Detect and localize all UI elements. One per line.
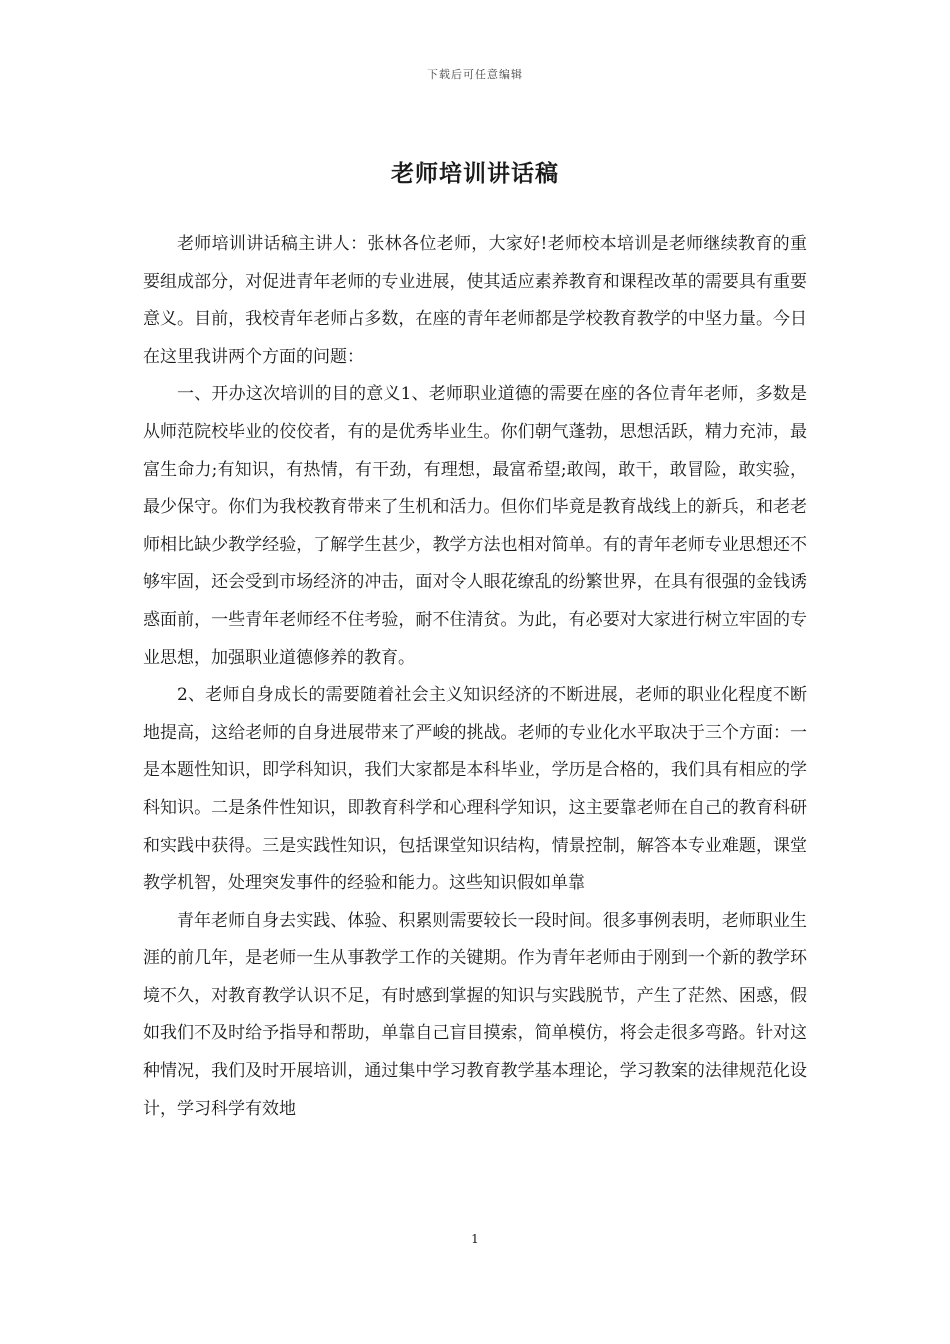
header-note: 下载后可任意编辑 [427,68,523,81]
page-number: 1 [471,1232,479,1246]
paragraph-intro: 老师培训讲话稿主讲人：张林各位老师，大家好!老师校本培训是老师继续教育的重要组成部分，对促进青年老师的专业进展，使其适应素养教育和课程改革的需要具有重要意义。目前，我校青年老师占多数，在座的青年老师都是学校教育教学的中坚力量。今日在这里我讲两个方面的问题： [143,234,807,367]
paragraph-section-two: 2、老师自身成长的需要随着社会主义知识经济的不断进展，老师的职业化程度不断地提高，这给老师的自身进展带来了严峻的挑战。老师的专业化水平取决于三个方面：一是本题性知识，即学科知识，我们大家都是本科毕业，学历是合格的，我们具有相应的学科知识。二是条件性知识，即教育科学和心理科学知识，这主要靠老师在自己的教育科研和实践中获得。三是实践性知识，包括课堂知识结构，情景控制，解答本专业难题，课堂教学机智，处理突发事件的经验和能力。这些知识假如单靠 [143,685,807,894]
document-body [143,226,807,1128]
paragraph-continuation: 青年老师自身去实践、体验、积累则需要较长一段时间。很多事例表明，老师职业生涯的前几年，是老师一生从事教学工作的关键期。作为青年老师由于刚到一个新的教学环境不久，对教育教学认识不足，有时感到掌握的知识与实践脱节，产生了茫然、困惑，假如我们不及时给予指导和帮助，单靠自己盲目摸索，简单模仿，将会走很多弯路。针对这种情况，我们及时开展培训，通过集中学习教育教学基本理论，学习教案的法律规范化设计，学习科学有效地 [143,910,807,1119]
paragraph-section-one: 一、开办这次培训的目的意义1、老师职业道德的需要在座的各位青年老师，多数是从师范院校毕业的佼佼者，有的是优秀毕业生。你们朝气蓬勃，思想活跃，精力充沛，最富生命力;有知识，有热情，有干劲，有理想，最富希望;敢闯，敢干，敢冒险，敢实验，最少保守。你们为我校教育带来了生机和活力。但你们毕竟是教育战线上的新兵，和老老师相比缺少教学经验，了解学生甚少，教学方法也相对简单。有的青年老师专业思想还不够牢固，还会受到市场经济的冲击，面对令人眼花缭乱的纷繁世界，在具有很强的金钱诱惑面前，一些青年老师经不住考验，耐不住清贫。为此，有必要对大家进行树立牢固的专业思想，加强职业道德修养的教育。 [143,384,807,668]
document-title: 老师培训讲话稿 [391,160,559,187]
